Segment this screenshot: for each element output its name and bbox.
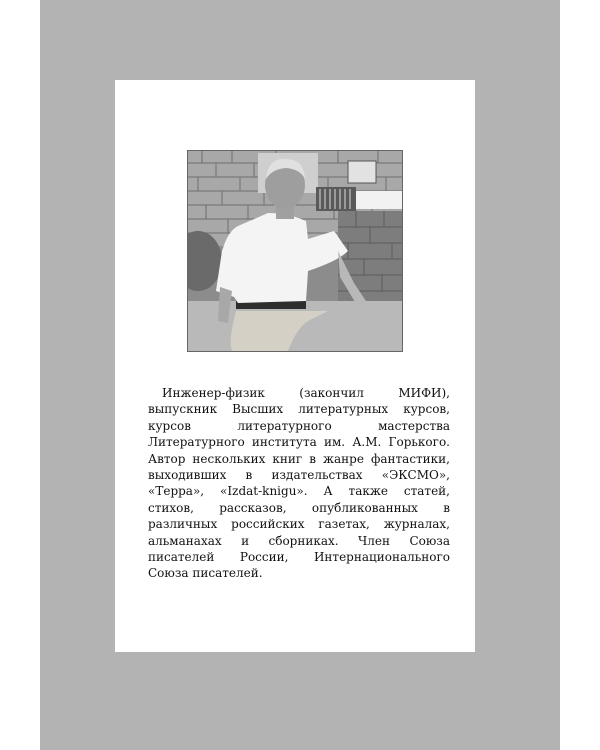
author-photo-image — [188, 151, 402, 351]
author-bio: Инженер-физик (закончил МИФИ), выпускник Высших литературных курсов, курсов литературного мастерства Литературного института им. А.М. Горького. Автор нескольких книг в жанре фантастики, выходивших в издательствах «ЭКСМО», «Терра», «Izdat-knigu». А также статей, стихов, рассказов, опубликованных в различных российских газетах, журналах, альманахах и сборниках. Член Союза писателей России, Интернационального Союза писателей. — [148, 386, 450, 581]
author-photo — [187, 150, 403, 352]
book-page — [115, 80, 475, 652]
